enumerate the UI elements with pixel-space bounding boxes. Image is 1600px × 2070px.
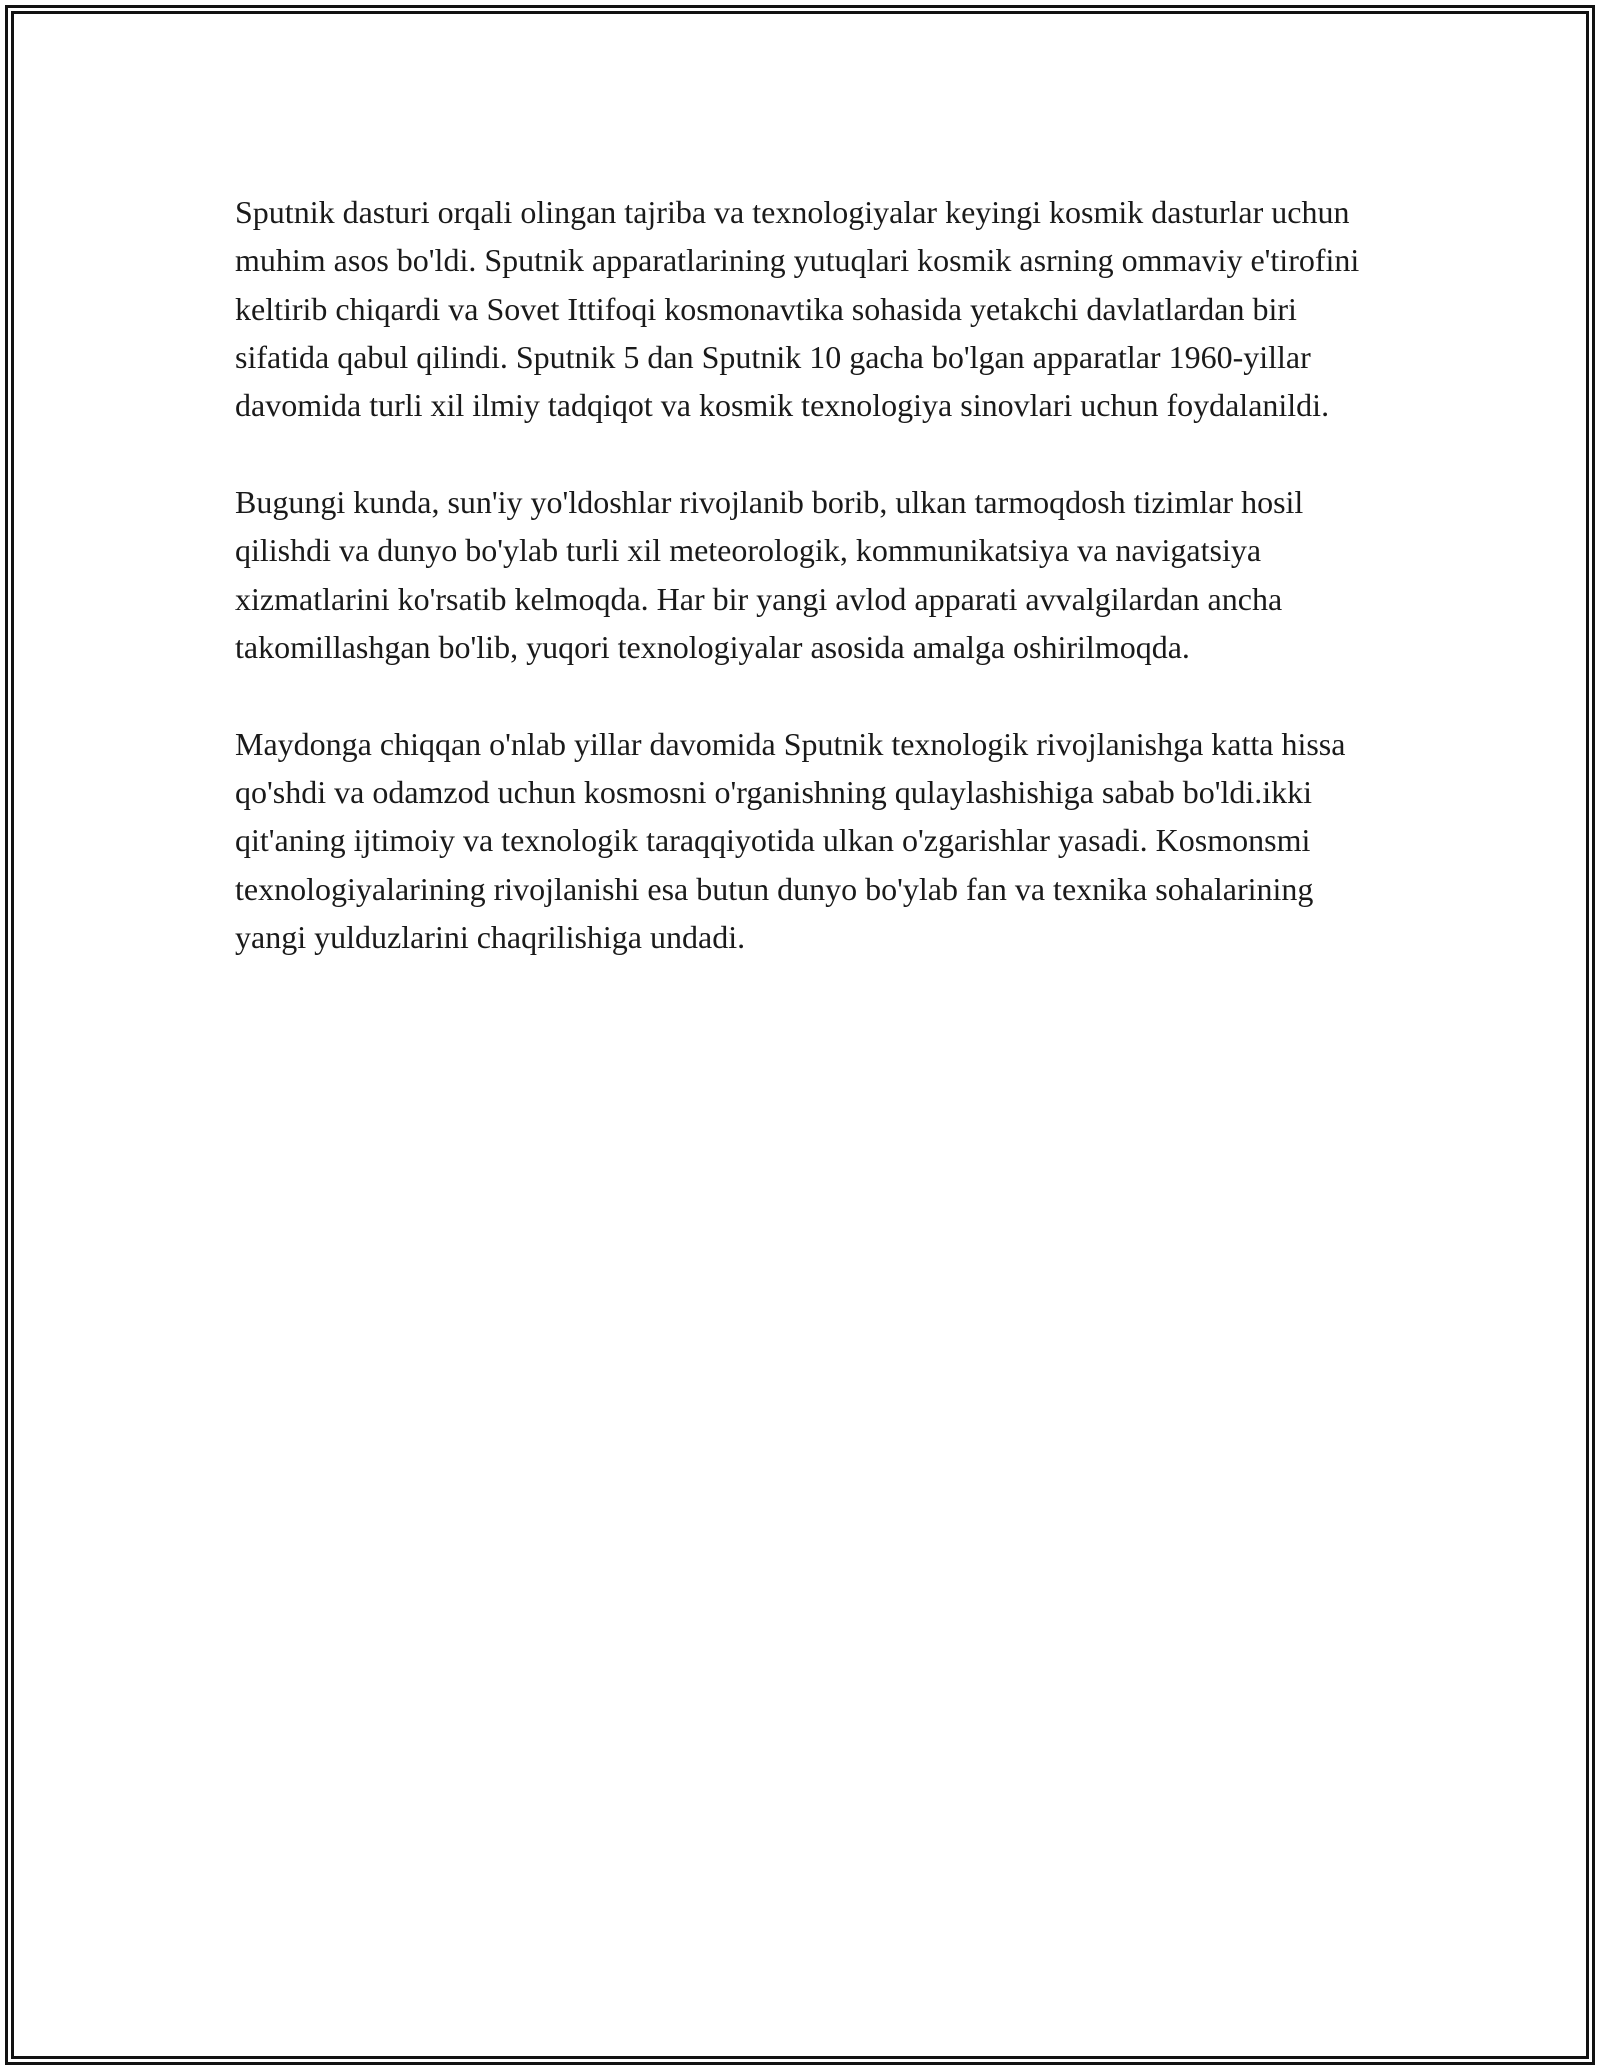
paragraph-1: Sputnik dasturi orqali olingan tajriba va texnologiyalar keyingi kosmik dasturlar uchun muhim asos bo'ldi. Sputnik apparatlarining yutuqlari kosmik asrning ommaviy e'tirofini keltirib chiqardi va Sovet Ittifoqi kosmonavtika sohasida yetakchi davlatlardan biri sifatida qabul qilindi. Sputnik 5 dan Sputnik 10 gacha bo'lgan apparatlar 1960-yillar davomida turli xil ilmiy tadqiqot va kosmik texnologiya sinovlari uchun foydalanildi. [235,194,1360,424]
paragraph-3: Maydonga chiqqan o'nlab yillar davomida Sputnik texnologik rivojlanishga katta hissa qo'shdi va odamzod uchun kosmosni o'rganishning qulaylashishiga sabab bo'ldi.ikki qit'aning ijtimoiy va texnologik taraqqiyotida ulkan o'zgarishlar yasadi. Kosmonsmi texnologiyalarining rivojlanishi esa butun dunyo bo'ylab fan va texnika sohalarining yangi yulduzlarini chaqrilishiga undadi. [235,725,1346,955]
paragraph-2: Bugungi kunda, sun'iy yo'ldoshlar rivojlanib borib, ulkan tarmoqdosh tizimlar hosil qilishdi va dunyo bo'ylab turli xil meteorologik, kommunikatsiya va navigatsiya xizmatlarini ko'rsatib kelmoqda. Har bir yangi avlod apparati avvalgilardan ancha takomillashgan bo'lib, yuqori texnologiyalar asosida amalga oshirilmoqda. [235,483,1304,665]
document-body [235,188,1385,1010]
